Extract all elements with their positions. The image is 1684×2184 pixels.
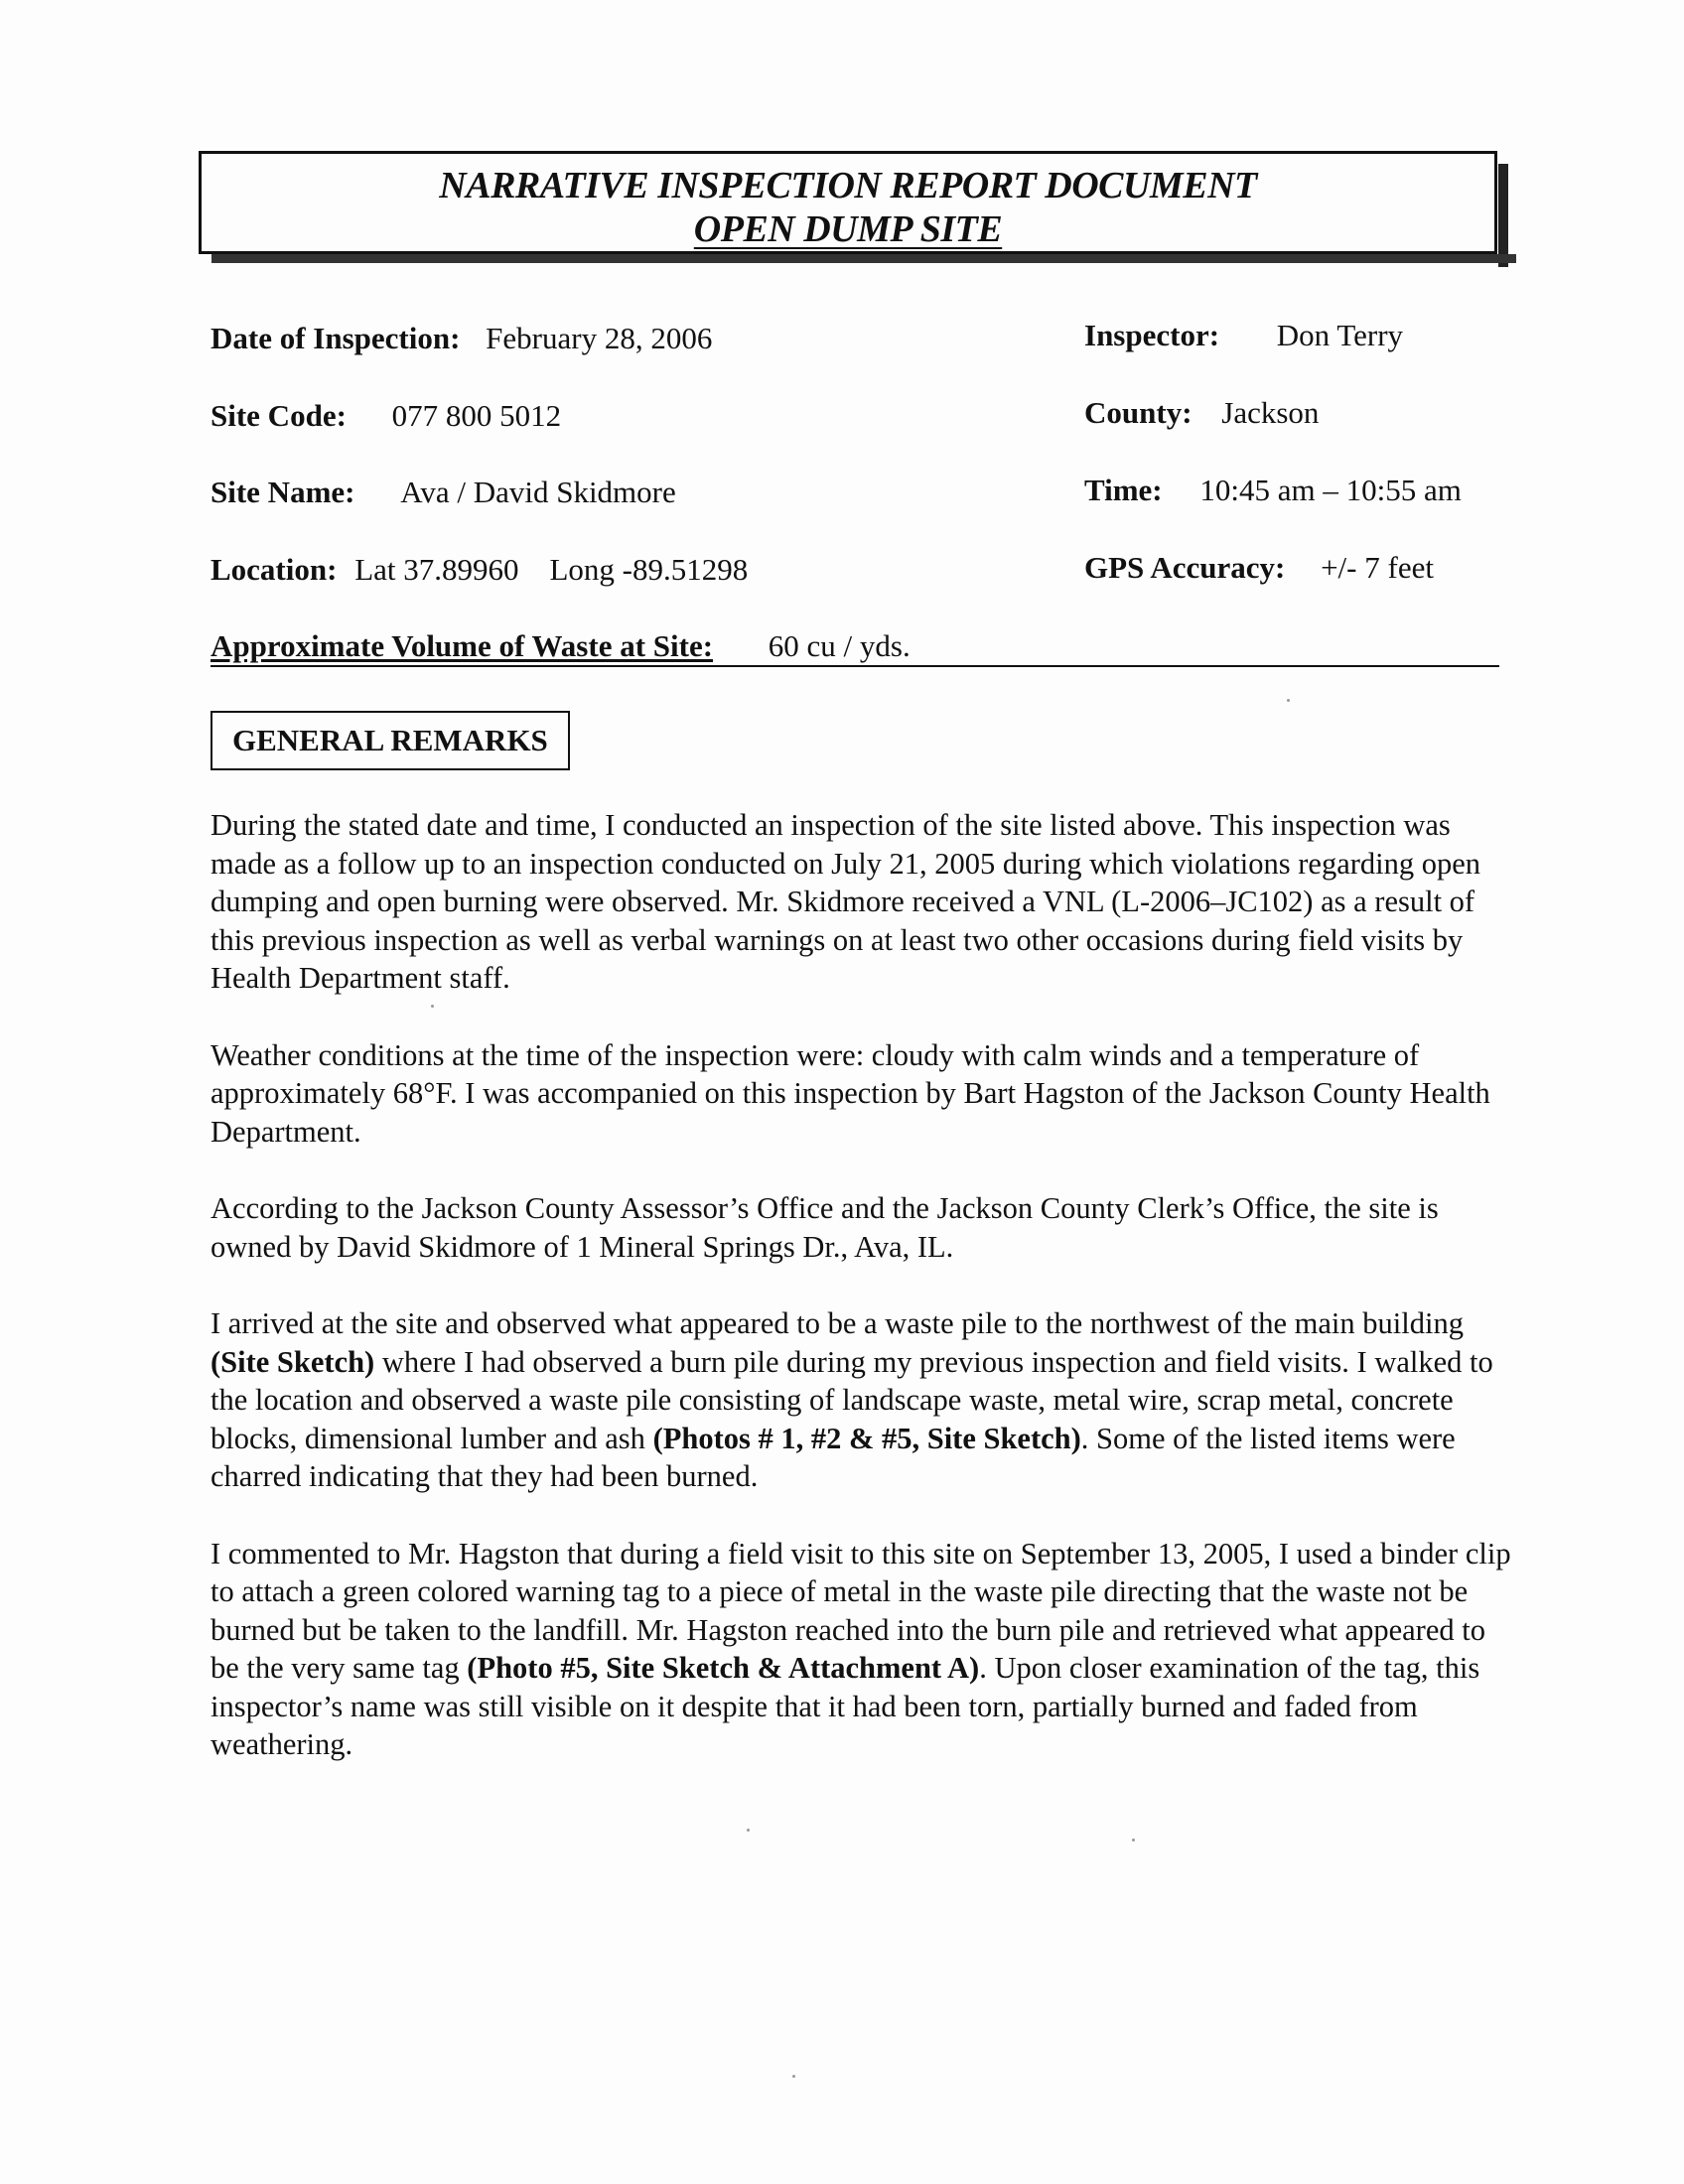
paragraph-observation-text-1: I arrived at the site and observed what appeared to be a waste pile to the northwest of the main building bbox=[210, 1306, 1464, 1340]
site-code-label: Site Code: bbox=[210, 398, 347, 433]
title-box bbox=[199, 151, 1497, 254]
paragraph-weather: Weather conditions at the time of the inspection were: cloudy with calm winds and a temperature of approximately 68°F. I was accompanied on this inspection by Bart Hagston of the Jackson County Health Department. bbox=[210, 1037, 1490, 1149]
county bbox=[1084, 395, 1319, 431]
paragraph-background: During the stated date and time, I conducted an inspection of the site listed above. This inspection was made as a follow up to an inspection conducted on July 21, 2005 during which violations regarding open dumping and open burning were observed. Mr. Skidmore received a VNL (L-2006–JC102) as a result of this previous inspection as well as verbal warnings on at least two other occasions during field visits by Health Department staff. bbox=[210, 808, 1481, 995]
time-label: Time: bbox=[1084, 473, 1163, 507]
paragraph-warning-tag-text-2: . Upon closer examination of the tag, this inspector’s name was still visible on it despite that it had been torn, partially burned and faded from weathering. bbox=[210, 1651, 1480, 1761]
gps-accuracy bbox=[1084, 550, 1434, 586]
inspector-value: Don Terry bbox=[1276, 318, 1404, 352]
paragraph-ownership: According to the Jackson County Assessor’s Office and the Jackson County Clerk’s Office, the site is owned by David Skidmore of 1 Mineral Springs Dr., Ava, IL. bbox=[210, 1191, 1439, 1264]
location-label: Location: bbox=[210, 552, 338, 587]
date-value: February 28, 2006 bbox=[486, 321, 713, 355]
time bbox=[1084, 473, 1462, 508]
date-of-inspection bbox=[210, 321, 712, 356]
volume-label: Approximate Volume of Waste at Site: bbox=[210, 628, 714, 663]
report-subtitle: OPEN DUMP SITE bbox=[693, 208, 1003, 250]
photo-attachment-reference: (Photo #5, Site Sketch & Attachment A) bbox=[467, 1651, 980, 1685]
volume-value: 60 cu / yds. bbox=[768, 628, 911, 663]
date-label: Date of Inspection: bbox=[210, 321, 461, 355]
scan-speck bbox=[747, 1829, 750, 1832]
gps-label: GPS Accuracy: bbox=[1084, 550, 1286, 585]
title-box-shadow-bottom bbox=[211, 254, 1516, 263]
scan-speck bbox=[1132, 1839, 1135, 1842]
site-sketch-reference: (Site Sketch) bbox=[210, 1344, 375, 1379]
site-name bbox=[210, 475, 676, 510]
paragraph-warning-tag bbox=[210, 1535, 1511, 1764]
scan-speck bbox=[1287, 699, 1290, 702]
county-value: Jackson bbox=[1221, 395, 1320, 430]
photos-reference: (Photos # 1, #2 & #5, Site Sketch) bbox=[652, 1421, 1081, 1455]
location bbox=[210, 552, 748, 588]
time-value: 10:45 am – 10:55 am bbox=[1199, 473, 1462, 507]
scan-speck bbox=[431, 1005, 434, 1008]
paragraph-observation-text-3: . Some of the listed items were charred indicating that they had been burned. bbox=[210, 1421, 1456, 1493]
gps-value: +/- 7 feet bbox=[1321, 550, 1434, 585]
site-name-value: Ava / David Skidmore bbox=[400, 475, 676, 509]
paragraph-warning-tag-text-1: I commented to Mr. Hagston that during a field visit to this site on September 13, 2005, I used a binder clip to attach a green colored warning tag to a piece of metal in the waste pile directing that the waste not be burned but be taken to the landfill. Mr. Hagston reached into the burn pile and retrieved what appeared to be the very same tag bbox=[210, 1536, 1511, 1685]
location-value: Lat 37.89960 Long -89.51298 bbox=[354, 552, 749, 587]
report-title: NARRATIVE INSPECTION REPORT DOCUMENT bbox=[439, 165, 1257, 206]
scan-speck bbox=[792, 2075, 795, 2078]
paragraph-observation-text-2: where I had observed a burn pile during my previous inspection and field visits. I walked to the location and observed a waste pile consisting of landscape waste, metal wire, scrap metal, concrete blocks, dimensional lumber and ash bbox=[210, 1344, 1493, 1455]
title-box-shadow-right bbox=[1498, 164, 1508, 267]
site-name-label: Site Name: bbox=[210, 475, 355, 509]
inspector-label: Inspector: bbox=[1084, 318, 1220, 352]
paragraph-observation bbox=[210, 1304, 1511, 1496]
approximate-volume bbox=[210, 627, 1499, 667]
site-code-value: 077 800 5012 bbox=[391, 398, 562, 433]
inspector bbox=[1084, 318, 1403, 353]
report-body bbox=[210, 806, 1511, 1803]
site-code bbox=[210, 398, 561, 434]
county-label: County: bbox=[1084, 395, 1193, 430]
general-remarks-heading: GENERAL REMARKS bbox=[210, 711, 570, 770]
